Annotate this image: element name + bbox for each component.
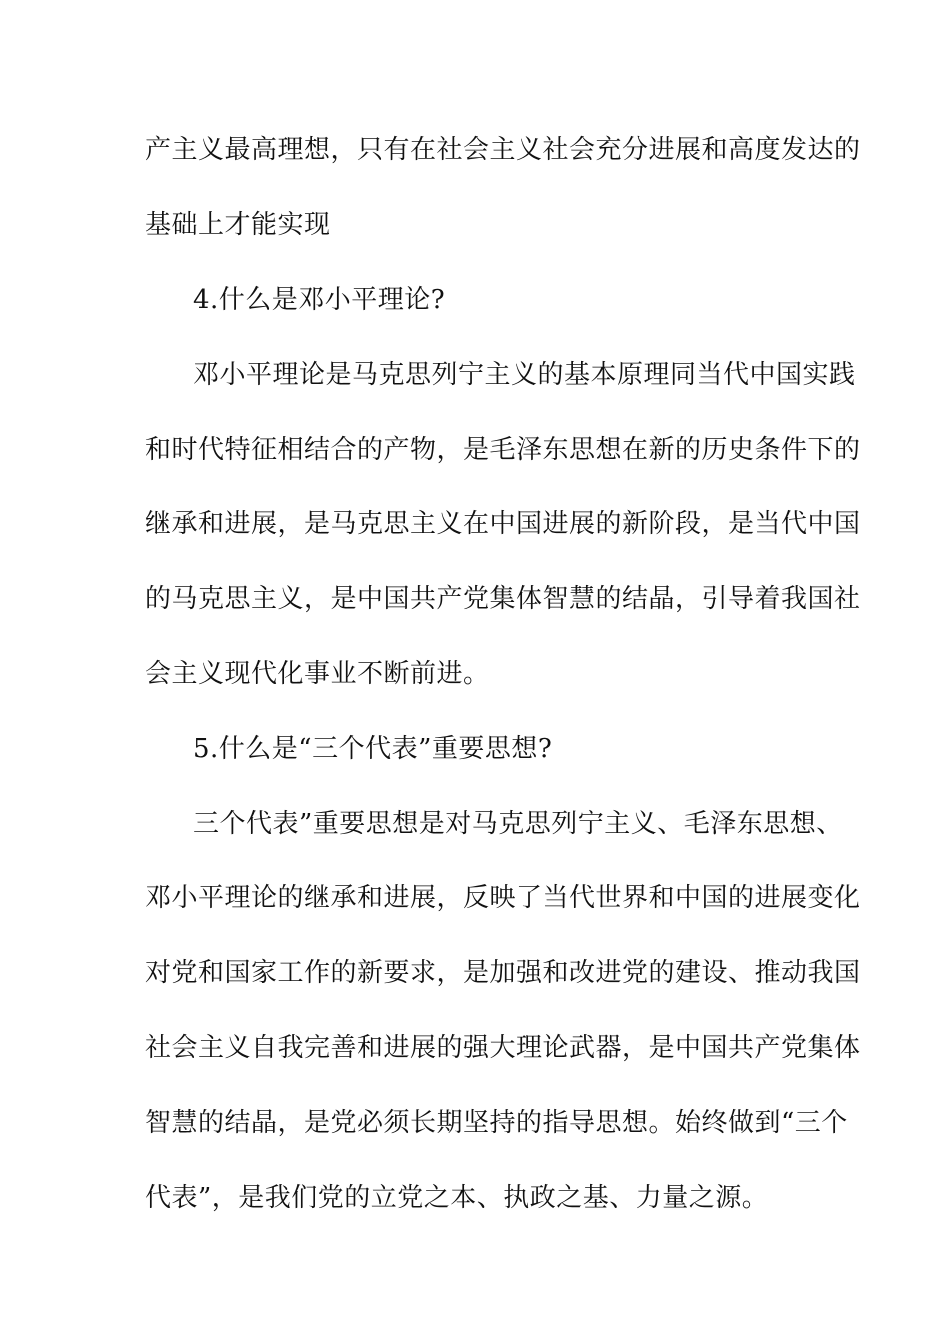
paragraph-line: 产主义最高理想，只有在社会主义社会充分进展和高度发达的 [145, 135, 861, 165]
paragraph-line: 邓小平理论是马克思列宁主义的基本原理同当代中国实践 [193, 360, 856, 390]
question-heading: 4.什么是邓小平理论? [193, 285, 446, 315]
paragraph-line: 会主义现代化事业不断前进。 [145, 659, 490, 689]
paragraph-line: 代表”，是我们党的立党之本、执政之基、力量之源。 [145, 1183, 769, 1213]
paragraph-line: 基础上才能实现 [145, 210, 331, 240]
paragraph-line: 的马克思主义，是中国共产党集体智慧的结晶，引导着我国社 [145, 584, 861, 614]
paragraph-line: 智慧的结晶，是党必须长期坚持的指导思想。始终做到“三个 [145, 1108, 848, 1138]
paragraph-line: 社会主义自我完善和进展的强大理论武器，是中国共产党集体 [145, 1033, 861, 1063]
paragraph-line: 邓小平理论的继承和进展，反映了当代世界和中国的进展变化 [145, 883, 861, 913]
paragraph-line: 对党和国家工作的新要求，是加强和改进党的建设、推动我国 [145, 958, 861, 988]
paragraph-line: 继承和进展，是马克思主义在中国进展的新阶段，是当代中国 [145, 509, 861, 539]
paragraph-line: 三个代表”重要思想是对马克思列宁主义、毛泽东思想、 [193, 809, 843, 839]
paragraph-line: 和时代特征相结合的产物，是毛泽东思想在新的历史条件下的 [145, 435, 861, 465]
question-heading: 5.什么是“三个代表”重要思想? [193, 734, 553, 764]
